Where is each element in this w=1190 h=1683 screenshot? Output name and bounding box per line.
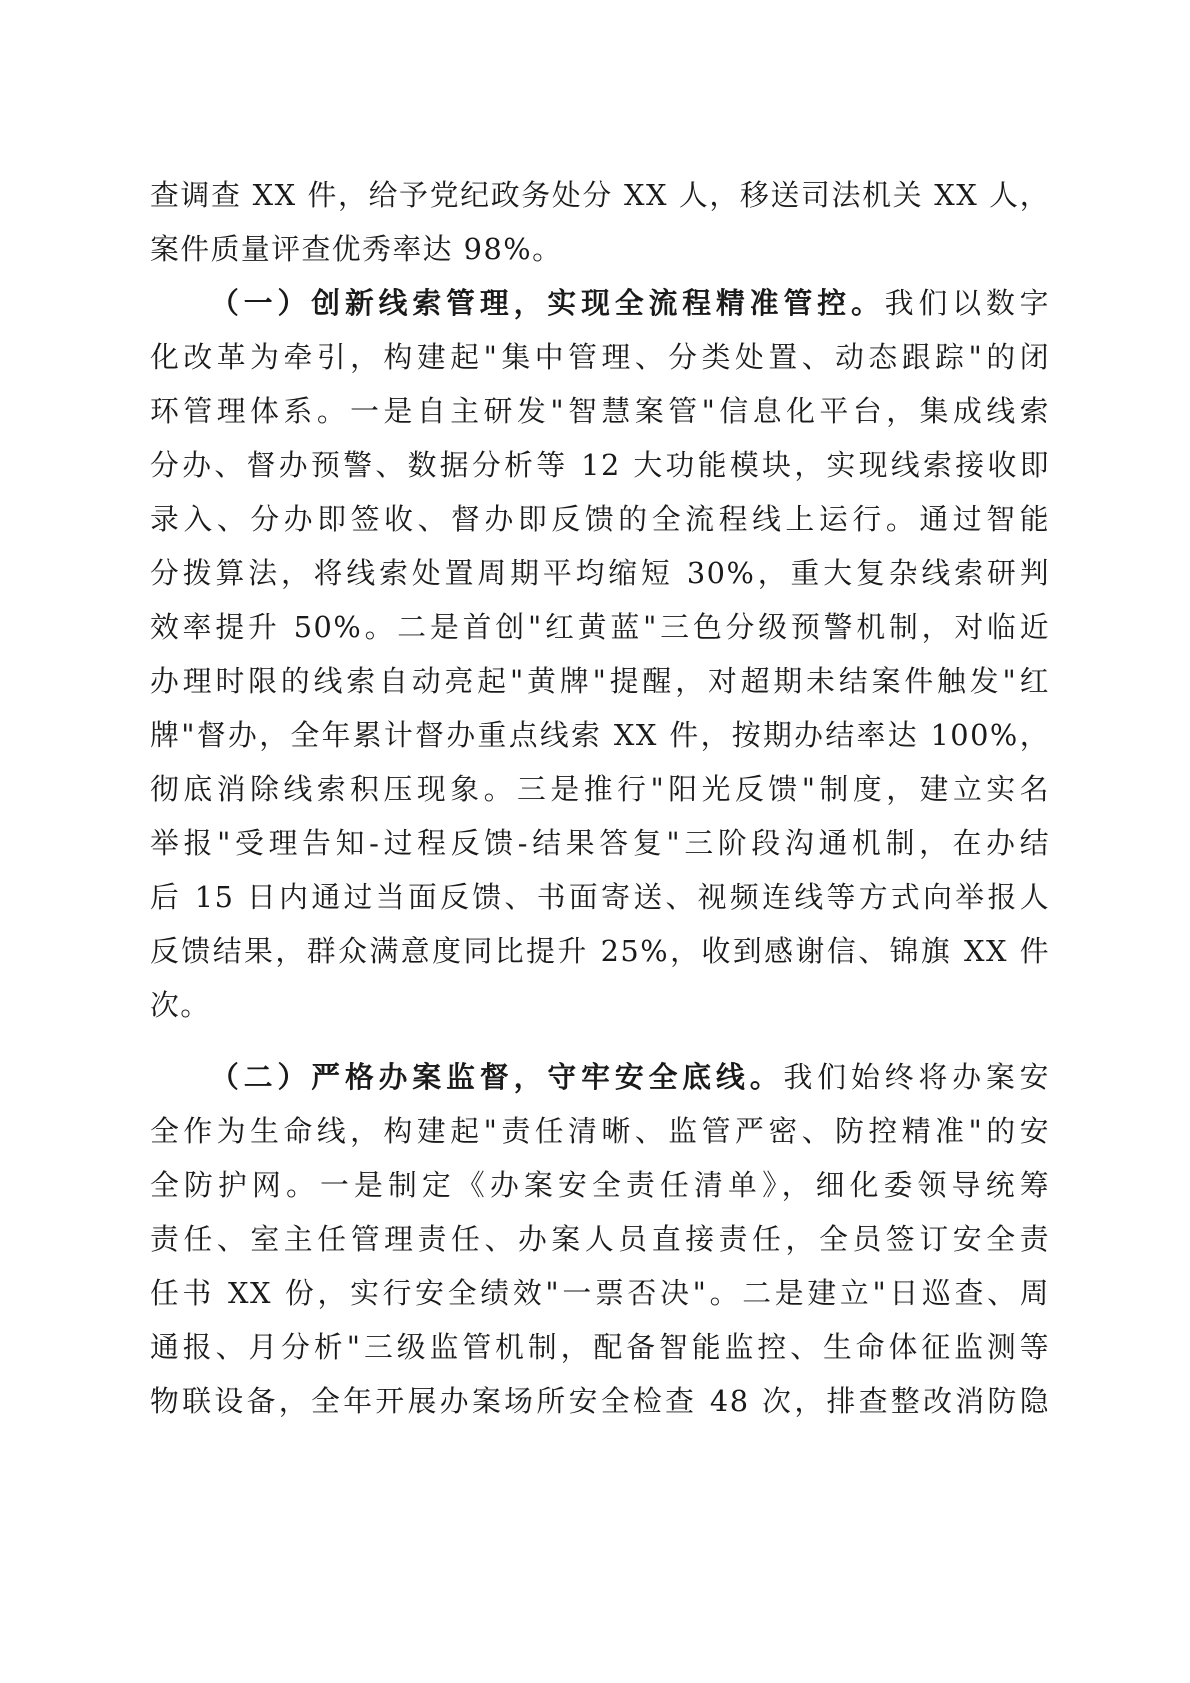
- section1-line: 分办、督办预警、数据分析等 12 大功能模块，实现线索接收即: [150, 448, 1050, 482]
- section2-first-line: [150, 1050, 1050, 1104]
- section1-line: 录入、分办即签收、督办即反馈的全流程线上运行。通过智能: [150, 502, 1050, 536]
- section1-line: 办理时限的线索自动亮起"黄牌"提醒，对超期未结案件触发"红: [150, 664, 1050, 698]
- section2-line: 通报、月分析"三级监管机制，配备智能监控、生命体征监测等: [150, 1330, 1050, 1364]
- section2-line: 任书 XX 份，实行安全绩效"一票否决"。二是建立"日巡查、周: [150, 1276, 1050, 1310]
- section1-line: 举报"受理告知-过程反馈-结果答复"三阶段沟通机制，在办结: [150, 826, 1050, 860]
- section1-heading: （一）创新线索管理，实现全流程精准管控。: [210, 286, 885, 320]
- section1-line: 效率提升 50%。二是首创"红黄蓝"三色分级预警机制，对临近: [150, 610, 1050, 644]
- section2-heading: （二）严格办案监督，守牢安全底线。: [210, 1060, 784, 1094]
- section2-first-line-rest: 我们始终将办案安: [783, 1060, 1050, 1094]
- section2-line: 物联设备，全年开展办案场所安全检查 48 次，排查整改消防隐: [150, 1384, 1050, 1418]
- section1-first-line: [150, 276, 1050, 330]
- section1-line: 环管理体系。一是自主研发"智慧案管"信息化平台，集成线索: [150, 394, 1050, 428]
- intro-line-2: 案件质量评查优秀率达 98%。: [150, 232, 563, 266]
- section2-line: 责任、室主任管理责任、办案人员直接责任，全员签订安全责: [150, 1222, 1050, 1256]
- intro-line-1: 查调查 XX 件，给予党纪政务处分 XX 人，移送司法机关 XX 人，: [150, 178, 1050, 212]
- section1-line-last: 次。: [150, 988, 211, 1022]
- document-body: [150, 168, 1050, 1428]
- section1-line: 分拨算法，将线索处置周期平均缩短 30%，重大复杂线索研判: [150, 556, 1050, 590]
- paragraph-gap: [150, 1032, 1050, 1050]
- section1-line: 后 15 日内通过当面反馈、书面寄送、视频连线等方式向举报人: [150, 880, 1050, 914]
- section1-line: 化改革为牵引，构建起"集中管理、分类处置、动态跟踪"的闭: [150, 340, 1050, 374]
- section2-line: 全防护网。一是制定《办案安全责任清单》，细化委领导统筹: [150, 1168, 1050, 1202]
- section1-line: 牌"督办，全年累计督办重点线索 XX 件，按期办结率达 100%，: [150, 718, 1050, 752]
- section1-first-line-rest: 我们以数字: [884, 286, 1050, 320]
- section1-line: 彻底消除线索积压现象。三是推行"阳光反馈"制度，建立实名: [150, 772, 1050, 806]
- section2-line: 全作为生命线，构建起"责任清晰、监管严密、防控精准"的安: [150, 1114, 1050, 1148]
- section1-line: 反馈结果，群众满意度同比提升 25%，收到感谢信、锦旗 XX 件: [150, 934, 1050, 968]
